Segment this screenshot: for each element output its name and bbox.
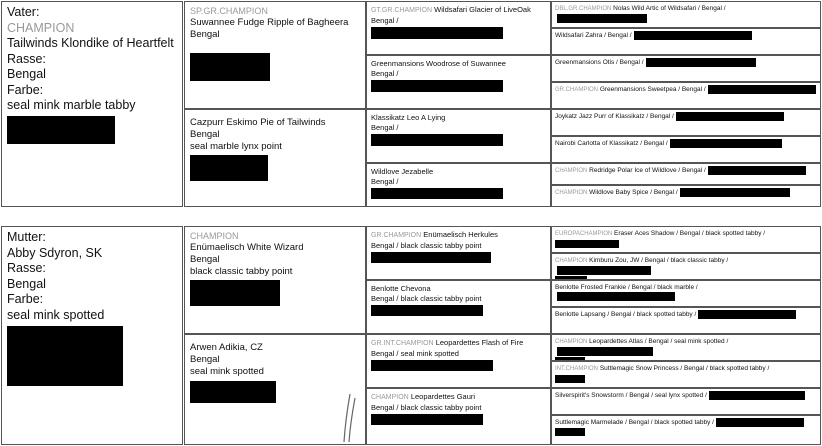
redaction-box [371,80,503,92]
gen4-cell [551,82,821,109]
mother-color-label: Farbe: [7,292,44,306]
redaction-box [670,139,782,148]
gen3-cell [366,109,551,163]
gen2-title: SP.GR.CHAMPION [190,6,268,16]
gen4-cell [551,361,821,388]
mother-breed-label: Rasse: [7,261,46,275]
gen4-cell [551,307,821,334]
redaction-box [190,381,276,403]
gen3-cell [366,1,551,55]
father-cell [1,1,183,207]
gen4-text: Benlotte Lapsang / Bengal / black spotted tabby / [555,311,697,319]
gen4-cell [551,280,821,307]
redaction-box [190,280,280,306]
gen2-cell [184,226,366,334]
redaction-box [7,326,123,386]
redaction-box [190,53,270,81]
gen3-name: Greenmansions Woodrose of Suwannee [371,59,506,68]
gen4-title: EUROPACHAMPION [555,231,613,237]
gen4-text: Nolas Wild Artic of Wildsafari / Bengal / [613,5,726,12]
gen3-line2: Bengal / [371,177,399,186]
gen3-line2: Bengal / [371,16,399,25]
gen3-name: Leopardettes Gauri [410,392,476,401]
signature-mark [338,386,358,444]
gen4-text: Redridge Polar Ice of Wildlove / Bengal / [589,167,706,175]
mother-breed: Bengal [7,276,46,291]
redaction-box [371,252,491,263]
gen3-line2: Bengal / black classic tabby point [371,241,482,250]
gen2-color: seal mink spotted [190,366,264,377]
gen3-name: Wildlove Jezabelle [371,167,434,176]
gen2-breed: Bengal [190,129,220,140]
gen2-cell [184,1,366,109]
gen3-line2: Bengal / [371,69,399,78]
gen3-name: Leopardettes Flash of Fire [435,338,524,347]
redaction-box [7,116,115,144]
redaction-box [557,347,653,356]
redaction-box [371,188,503,199]
gen3-name: Enümaelisch Herkules [423,230,498,239]
gen3-title: CHAMPION [371,394,409,401]
redaction-box [680,188,790,197]
gen3-cell [366,388,551,445]
redaction-box [555,428,585,436]
father-role-label: Vater: [7,5,40,19]
gen4-text: Wildlove Baby Spice / Bengal / [589,189,678,197]
redaction-box [371,134,503,146]
gen2-title: CHAMPION [190,231,239,241]
gen4-cell [551,388,821,415]
gen4-title: INT.CHAMPION [555,366,599,372]
gen2-name: Enümaelisch White Wizard [190,242,304,253]
redaction-box [634,31,752,40]
redaction-box [557,292,675,301]
gen4-text: Nairobi Carlotta of Klassikatz / Bengal / [555,140,668,148]
gen2-name: Suwannee Fudge Ripple of Bagheera [190,17,349,28]
gen4-cell [551,334,821,361]
gen3-name: Klassikatz Leo A Lying [371,113,446,122]
gen4-cell [551,185,821,207]
redaction-box [190,155,268,181]
gen4-cell [551,55,821,82]
redaction-box [716,418,804,427]
gen4-text: Silverspirit's Snowstorm / Bengal / seal lynx spotted / [555,392,707,400]
gen4-title: CHAMPION [555,190,588,197]
gen4-cell [551,1,821,28]
gen4-title: CHAMPION [555,168,588,175]
gen3-line2: Bengal / seal mink spotted [371,349,459,358]
gen4-text: Leopardettes Atlas / Bengal / seal mink spotted / [589,338,729,345]
gen4-cell [551,136,821,163]
gen4-cell [551,253,821,280]
gen4-text: Eraser Aces Shadow / Bengal / black spotted tabby / [614,230,766,237]
gen4-cell [551,28,821,55]
father-title: CHAMPION [7,20,75,35]
redaction-box [371,305,483,316]
redaction-box [371,414,483,425]
gen2-breed: Bengal [190,354,220,365]
gen3-cell [366,334,551,388]
gen3-line2: Bengal / black classic tabby point [371,403,482,412]
redaction-box [709,391,805,400]
gen4-title: CHAMPION [555,339,588,345]
gen3-line2: Bengal / [371,123,399,132]
gen4-text: Wildsafari Zahra / Bengal / [555,32,632,40]
gen4-title: GR.CHAMPION [555,87,599,94]
mother-name: Abby Sdyron, SK [7,245,103,260]
gen2-color: black classic tabby point [190,266,293,277]
gen4-cell [551,163,821,185]
redaction-box [555,375,585,383]
father-breed: Bengal [7,67,46,81]
father-color: seal mink marble tabby [7,98,136,112]
redaction-box [708,166,806,175]
father-color-label: Farbe: [7,82,44,97]
redaction-box [557,266,651,275]
gen4-text: Suttlemagic Snow Princess / Bengal / black spotted tabby / [599,365,770,372]
gen4-cell [551,226,821,253]
redaction-box [557,14,647,23]
gen3-cell [366,163,551,207]
redaction-box [676,112,784,121]
gen3-title: GR.CHAMPION [371,232,422,239]
gen2-color: seal marble lynx point [190,141,282,152]
gen4-text: Greenmansions Otis / Bengal / [555,59,644,67]
gen4-title: CHAMPION [555,258,588,264]
gen4-text: Kimburu Zou, JW / Bengal / black classic tabby / [589,257,729,264]
gen4-text: Suttlemagic Marmelade / Bengal / black spotted tabby / [555,419,714,427]
gen3-cell [366,226,551,280]
gen4-text: Greenmansions Sweetpea / Bengal / [599,86,706,94]
father-name: Tailwinds Klondike of Heartfelt [7,36,174,50]
gen4-title: DBL.GR.CHAMPION [555,6,612,12]
gen4-cell [551,415,821,445]
redaction-box [371,27,503,39]
redaction-box [555,240,619,248]
father-breed-label: Rasse: [7,51,46,66]
gen3-name: Benlotte Chevona [371,284,431,293]
gen3-cell [366,55,551,109]
gen2-name: Cazpurr Eskimo Pie of Tailwinds [190,117,326,128]
gen4-text: Joykatz Jazz Purr of Klassikatz / Bengal / [555,113,674,121]
gen3-name: Wildsafari Glacier of LiveOak [434,5,531,14]
gen2-breed: Bengal [190,29,220,40]
gen2-cell [184,109,366,207]
gen4-cell [551,109,821,136]
gen2-name: Arwen Adikia, CZ [190,342,263,353]
mother-color: seal mink spotted [7,307,105,322]
redaction-box [698,310,796,319]
gen2-breed: Bengal [190,254,220,265]
redaction-box [646,58,756,67]
gen3-cell [366,280,551,334]
gen3-title: GT.GR.CHAMPION [371,7,433,14]
mother-role-label: Mutter: [7,230,46,244]
redaction-box [371,360,493,371]
gen3-line2: Bengal / black classic tabby point [371,294,482,303]
gen3-title: GR.INT.CHAMPION [371,340,434,347]
mother-cell [1,226,183,445]
redaction-box [708,85,816,94]
gen4-text: Benlotte Frosted Frankie / Bengal / black marble / [555,284,698,291]
